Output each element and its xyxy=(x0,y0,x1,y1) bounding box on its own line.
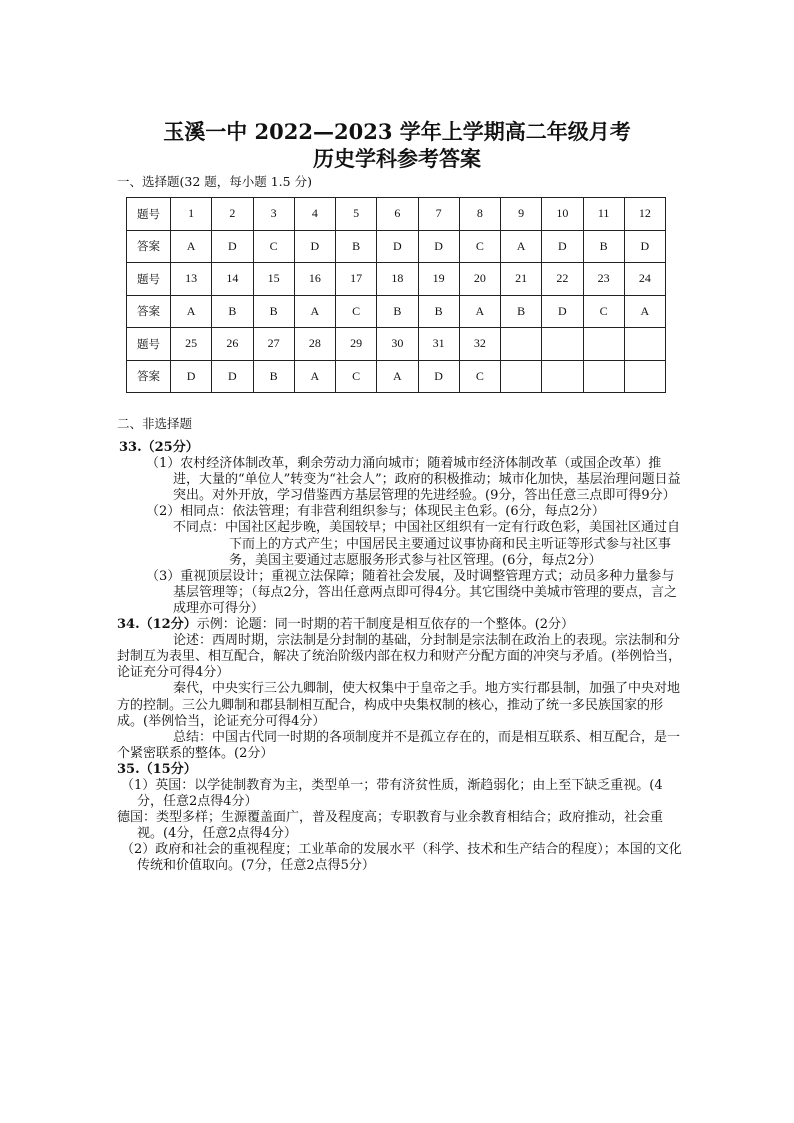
page-title: 玉溪一中 2022—2023 学年上学期高二年级月考 xyxy=(163,119,631,144)
question-number-cell: 21 xyxy=(501,263,542,296)
answer-cell: A xyxy=(171,230,212,263)
answer-label: 答案 xyxy=(127,230,171,263)
question-number-cell: 4 xyxy=(294,198,335,231)
answer-cell: C xyxy=(336,360,377,393)
question-number-label: 题号 xyxy=(127,328,171,361)
q33-part2-same: （2）相同点：依法管理；有非营利组织参与；体现民主色彩。(6分，每点2分） xyxy=(146,504,605,520)
question-number-cell: 8 xyxy=(459,198,500,231)
question-number-cell: 22 xyxy=(542,263,583,296)
answer-cell: C xyxy=(459,360,500,393)
q35-heading: 35.（15分） xyxy=(117,761,197,777)
section2-heading: 二、非选择题 xyxy=(117,416,193,431)
answer-cell xyxy=(624,360,665,393)
question-number-cell xyxy=(542,328,583,361)
question-number-cell: 24 xyxy=(624,263,665,296)
question-number-cell: 12 xyxy=(624,198,665,231)
answer-cell: A xyxy=(294,360,335,393)
question-number-cell: 29 xyxy=(336,328,377,361)
question-number-cell: 9 xyxy=(501,198,542,231)
question-number-cell: 16 xyxy=(294,263,335,296)
question-number-cell xyxy=(501,328,542,361)
answer-cell: B xyxy=(253,360,294,393)
answer-row xyxy=(127,360,666,393)
page-subtitle: 历史学科参考答案 xyxy=(313,146,481,171)
question-number-cell: 18 xyxy=(377,263,418,296)
question-number-row xyxy=(127,263,666,296)
question-number-cell: 11 xyxy=(583,198,624,231)
answer-cell: D xyxy=(542,295,583,328)
answer-cell: D xyxy=(418,230,459,263)
question-number-cell: 14 xyxy=(212,263,253,296)
answer-cell xyxy=(542,360,583,393)
answer-cell: D xyxy=(294,230,335,263)
question-number-cell: 26 xyxy=(212,328,253,361)
answer-cell xyxy=(583,360,624,393)
question-number-cell: 15 xyxy=(253,263,294,296)
answer-cell: B xyxy=(418,295,459,328)
question-number-cell: 2 xyxy=(212,198,253,231)
question-number-label: 题号 xyxy=(127,263,171,296)
answer-cell: C xyxy=(336,295,377,328)
answer-cell: D xyxy=(377,230,418,263)
answer-row xyxy=(127,295,666,328)
question-number-cell: 1 xyxy=(171,198,212,231)
answer-row xyxy=(127,230,666,263)
q34-line xyxy=(117,617,687,633)
answer-cell: B xyxy=(212,295,253,328)
answer-table xyxy=(126,197,666,393)
question-number-cell: 5 xyxy=(336,198,377,231)
answer-cell xyxy=(501,360,542,393)
answer-cell: A xyxy=(501,230,542,263)
question-number-cell: 27 xyxy=(253,328,294,361)
answer-cell: A xyxy=(294,295,335,328)
question-number-cell: 28 xyxy=(294,328,335,361)
question-number-cell: 13 xyxy=(171,263,212,296)
answer-cell: B xyxy=(583,230,624,263)
question-number-cell xyxy=(583,328,624,361)
question-number-cell xyxy=(624,328,665,361)
question-number-cell: 25 xyxy=(171,328,212,361)
q34-argument-1: 论述：西周时期，宗法制是分封制的基础，分封制是宗法制在政治上的表现。宗法制和分封制互为表里、相互配合，解决了统治阶级内部在权力和财产分配方面的冲突与矛盾。(举例恰当，论证充分可得4分） xyxy=(117,633,682,681)
answer-label: 答案 xyxy=(127,360,171,393)
answer-cell: C xyxy=(459,230,500,263)
answer-cell: A xyxy=(624,295,665,328)
answer-cell: B xyxy=(501,295,542,328)
answer-cell: B xyxy=(253,295,294,328)
question-number-cell: 6 xyxy=(377,198,418,231)
answer-cell: B xyxy=(336,230,377,263)
answer-cell: C xyxy=(253,230,294,263)
answer-cell: D xyxy=(171,360,212,393)
question-number-cell: 7 xyxy=(418,198,459,231)
answers-body xyxy=(117,440,687,875)
answer-cell: C xyxy=(583,295,624,328)
q35-part2: （2）政府和社会的重视程度；工业革命的发展水平（科学、技术和生产结合的程度）；本国的文化传统和价值取向。(7分，任意2点得5分） xyxy=(121,842,682,874)
answer-cell: D xyxy=(418,360,459,393)
answer-cell: D xyxy=(624,230,665,263)
q34-argument-2: 秦代，中央实行三公九卿制，使大权集中于皇帝之手。地方实行郡县制，加强了中央对地方的控制。三公九卿制和郡县制相互配合，构成中央集权制的核心，推动了统一多民族国家的形成。(举例恰当，论证充分可得4分） xyxy=(117,681,681,729)
question-number-cell: 3 xyxy=(253,198,294,231)
answer-cell: D xyxy=(542,230,583,263)
question-number-cell: 19 xyxy=(418,263,459,296)
q34-intro: 示例：论题：同一时期的若干制度是相互依存的一个整体。(2分） xyxy=(196,617,575,633)
q35-part1-uk: （1）英国：以学徒制教育为主，类型单一；带有济贫性质，渐趋弱化；由上至下缺乏重视。(4分，任意2点得4分） xyxy=(121,777,663,810)
q33-part2-diff: 不同点：中国社区起步晚，美国较早；中国社区组织有一定有行政色彩，美国社区通过自下而上的方式产生；中国居民主要通过议事协商和民主听证等形式参与社区事务，美国主要通过志愿服务形式参与社区管理。(6分，每点2分） xyxy=(173,520,681,568)
answer-cell: A xyxy=(171,295,212,328)
q34-summary: 总结：中国古代同一时期的各项制度并不是孤立存在的，而是相互联系、相互配合，是一个紧密联系的整体。(2分） xyxy=(117,729,681,761)
question-number-row xyxy=(127,198,666,231)
question-number-cell: 32 xyxy=(459,328,500,361)
q34-heading: 34.（12分） xyxy=(117,617,197,633)
question-number-cell: 17 xyxy=(336,263,377,296)
question-number-label: 题号 xyxy=(127,198,171,231)
question-number-cell: 20 xyxy=(459,263,500,296)
question-number-cell: 23 xyxy=(583,263,624,296)
question-number-cell: 10 xyxy=(542,198,583,231)
question-number-cell: 31 xyxy=(418,328,459,361)
q33-heading: 33.（25分） xyxy=(119,440,199,455)
question-number-cell: 30 xyxy=(377,328,418,361)
q33-part1: （1）农村经济体制改革，剩余劳动力涌向城市；随着城市经济体制改革（或国企改革）推进，大量的“单位人”转变为“社会人”；政府的积极推动；城市化加快，基层治理问题日益突出。对外开放，学习借鉴西方基层管理的先进经验。(9分，答出任意三点即可得9分） xyxy=(146,456,681,504)
section1-heading: 一、选择题(32 题，每小题 1.5 分) xyxy=(117,174,312,189)
answer-cell: A xyxy=(377,360,418,393)
answer-cell: A xyxy=(459,295,500,328)
answer-label: 答案 xyxy=(127,295,171,328)
answer-cell: D xyxy=(212,230,253,263)
answer-cell: B xyxy=(377,295,418,328)
answer-cell: D xyxy=(212,360,253,393)
q33-part3: （3）重视顶层设计；重视立法保障；随着社会发展，及时调整管理方式；动员多种力量参与基层管理等；（每点2分，答出任意两点即可得4分。其它围绕中美城市管理的要点，言之成理亦可得分） xyxy=(146,568,678,616)
question-number-row xyxy=(127,328,666,361)
q35-part1-germany: 德国：类型多样；生源覆盖面广，普及程度高；专职教育与业余教育相结合；政府推动，社会重视。(4分，任意2点得4分） xyxy=(117,810,664,842)
